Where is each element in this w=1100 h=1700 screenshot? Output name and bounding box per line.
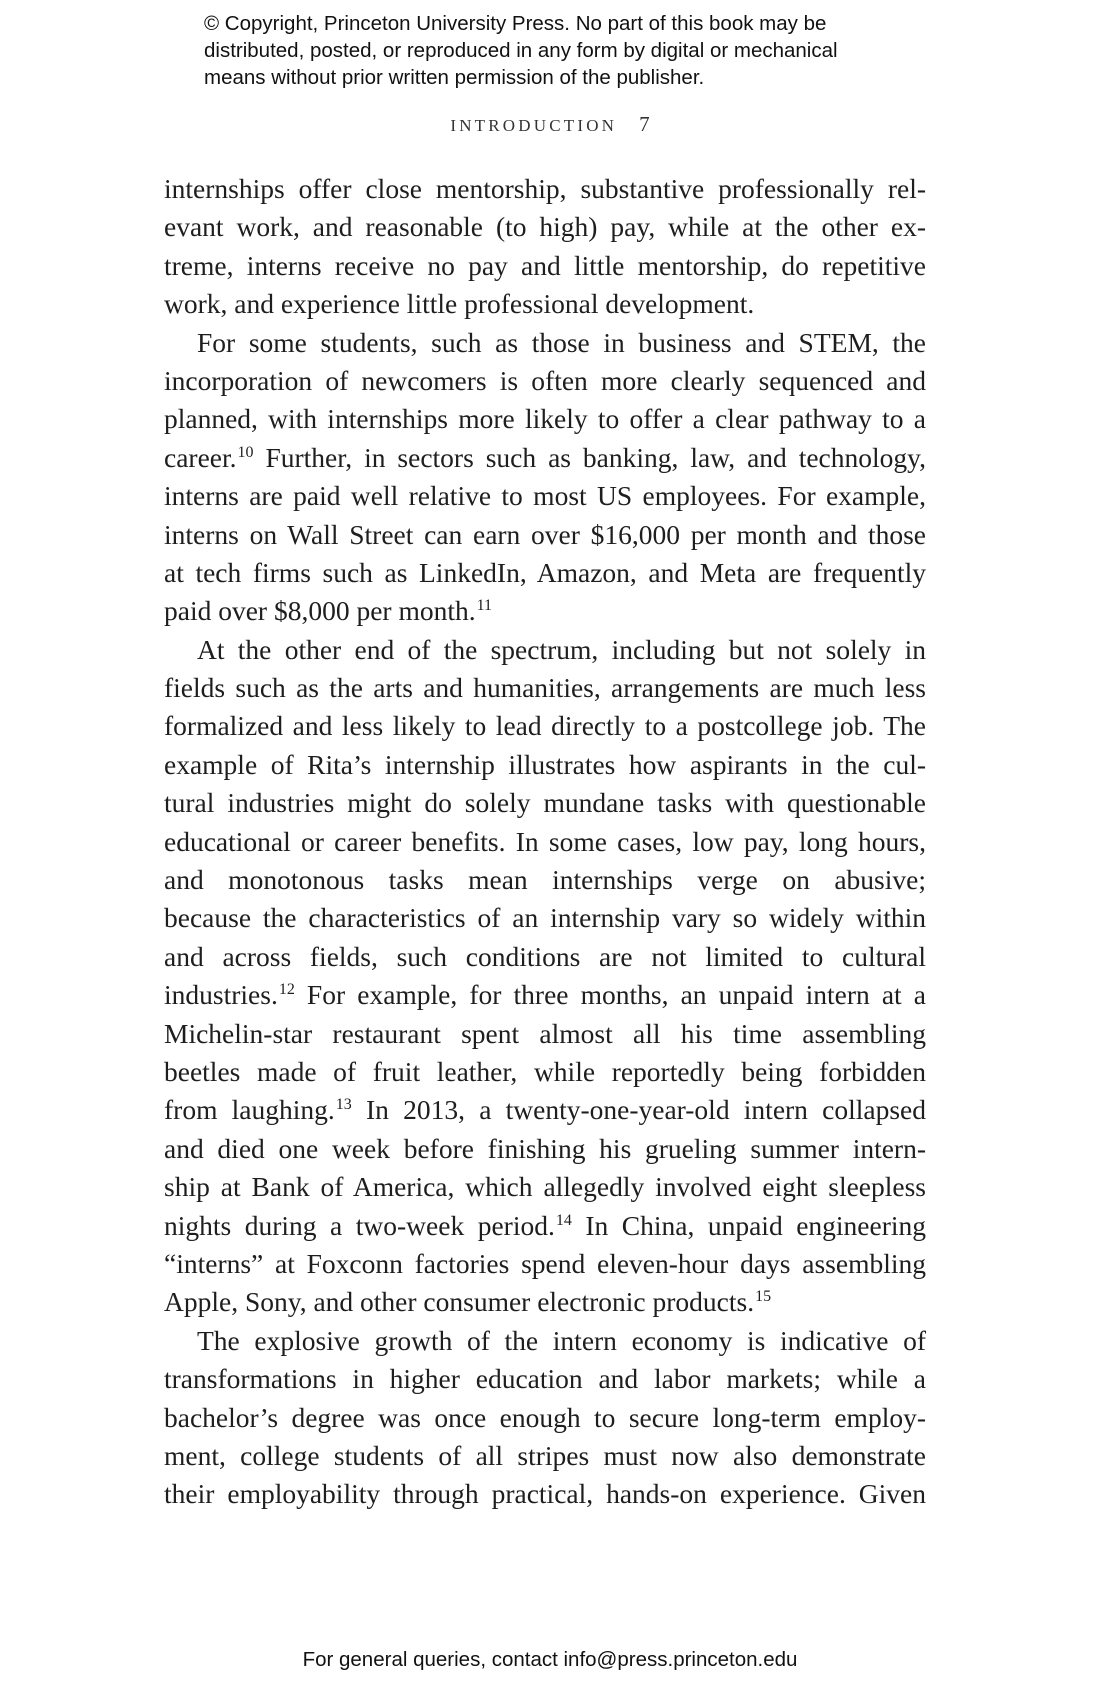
line-text: In China, unpaid engineering: [571, 1209, 927, 1241]
body-line: [164, 1168, 926, 1206]
line-text: Further, in sectors such as banking, law, and technology,: [253, 441, 926, 473]
line-text: ment, college students of all stripes must now also demonstrate: [164, 1439, 926, 1471]
line-text: interns on Wall Street can earn over $16,000 per month and those: [164, 518, 926, 550]
line-text: work, and experience little professional development.: [164, 288, 755, 320]
line-text: The explosive growth of the intern economy is indicative of: [197, 1324, 926, 1356]
line-text: from laughing.: [164, 1094, 335, 1126]
body-line: [164, 554, 926, 592]
line-text: and across fields, such conditions are not limited to cultural: [164, 940, 926, 972]
line-text: their employability through practical, hands-on experience. Given: [164, 1478, 926, 1510]
body-line: [164, 899, 926, 937]
line-text: In 2013, a twenty-one-year-old intern collapsed: [351, 1094, 926, 1126]
chapter-title: INTRODUCTION: [450, 116, 618, 135]
line-text: formalized and less likely to lead directly to a postcollege job. The: [164, 710, 926, 742]
contact-footer: For general queries, contact info@press.princeton.edu: [302, 1648, 798, 1671]
footnote-reference[interactable]: 13: [335, 1096, 352, 1114]
copyright-notice-line: © Copyright, Princeton University Press. No part of this book may be: [204, 12, 827, 35]
body-line: [164, 823, 926, 861]
line-text: evant work, and reasonable (to high) pay, while at the other ex-: [164, 211, 926, 243]
body-line: [164, 1283, 926, 1321]
body-line: [164, 400, 926, 438]
body-line: [164, 861, 926, 899]
line-text: because the characteristics of an internship vary so widely within: [164, 902, 926, 934]
body-line: [164, 1475, 926, 1513]
line-text: Apple, Sony, and other consumer electronic products.: [164, 1286, 755, 1318]
line-text: educational or career benefits. In some cases, low pay, long hours,: [164, 825, 926, 857]
body-line: [164, 362, 926, 400]
line-text: At the other end of the spectrum, including but not solely in: [197, 633, 926, 665]
line-text: example of Rita’s internship illustrates how aspirants in the cul-: [164, 748, 926, 780]
line-text: career.: [164, 441, 237, 473]
footnote-reference[interactable]: 10: [237, 443, 254, 461]
body-line: [164, 1437, 926, 1475]
body-line: [164, 1130, 926, 1168]
paragraph-first-line: [164, 631, 926, 669]
body-line: [164, 746, 926, 784]
line-text: internships offer close mentorship, substantive professionally rel-: [164, 173, 926, 204]
running-head: [0, 112, 1100, 137]
footnote-reference[interactable]: 12: [278, 981, 295, 999]
body-line: [164, 669, 926, 707]
line-text: and monotonous tasks mean internships verge on abusive;: [164, 864, 926, 896]
line-text: and died one week before finishing his grueling summer intern-: [164, 1132, 926, 1164]
body-line: [164, 707, 926, 745]
paragraph-first-line: [164, 1322, 926, 1360]
copyright-notice-line: distributed, posted, or reproduced in any form by digital or mechanical: [204, 39, 838, 62]
copyright-notice: [204, 10, 924, 91]
footnote-reference[interactable]: 11: [476, 597, 493, 615]
body-text: [164, 170, 926, 1514]
line-text: beetles made of fruit leather, while reportedly being forbidden: [164, 1055, 926, 1087]
line-text: tural industries might do solely mundane tasks with questionable: [164, 787, 926, 819]
body-line: [164, 938, 926, 976]
body-line: [164, 1207, 926, 1245]
body-line: [164, 439, 926, 477]
line-text: ship at Bank of America, which allegedly involved eight sleepless: [164, 1171, 926, 1203]
footnote-reference[interactable]: 15: [755, 1288, 772, 1306]
body-line: [164, 285, 926, 323]
body-line: [164, 1360, 926, 1398]
copyright-notice-line: means without prior written permission of the publisher.: [204, 66, 705, 89]
body-line: [164, 1053, 926, 1091]
line-text: fields such as the arts and humanities, arrangements are much less: [164, 672, 926, 704]
line-text: bachelor’s degree was once enough to secure long-term employ-: [164, 1401, 926, 1433]
body-line: [164, 208, 926, 246]
body-line: [164, 1091, 926, 1129]
page-number: 7: [639, 112, 650, 136]
line-text: planned, with internships more likely to offer a clear pathway to a: [164, 403, 926, 435]
body-line: [164, 247, 926, 285]
line-text: Michelin-star restaurant spent almost all his time assembling: [164, 1017, 926, 1049]
body-line: [164, 976, 926, 1014]
footnote-reference[interactable]: 14: [555, 1211, 572, 1229]
body-line: [164, 784, 926, 822]
line-text: industries.: [164, 979, 278, 1011]
body-line: [164, 1245, 926, 1283]
line-text: “interns” at Foxconn factories spend eleven-hour days assembling: [164, 1247, 926, 1279]
body-line: [164, 170, 926, 208]
body-line: [164, 477, 926, 515]
body-line: [164, 1015, 926, 1053]
body-line: [164, 516, 926, 554]
line-text: For some students, such as those in business and STEM, the: [197, 326, 926, 358]
line-text: incorporation of newcomers is often more clearly sequenced and: [164, 364, 926, 396]
body-line: [164, 592, 926, 630]
line-text: at tech firms such as LinkedIn, Amazon, and Meta are frequently: [164, 556, 926, 588]
line-text: nights during a two-week period.: [164, 1209, 555, 1241]
line-text: transformations in higher education and labor markets; while a: [164, 1363, 926, 1395]
line-text: For example, for three months, an unpaid intern at a: [294, 979, 926, 1011]
paragraph-first-line: [164, 324, 926, 362]
body-line: [164, 1399, 926, 1437]
line-text: treme, interns receive no pay and little mentorship, do repetitive: [164, 249, 926, 281]
line-text: paid over $8,000 per month.: [164, 595, 476, 627]
line-text: interns are paid well relative to most US employees. For example,: [164, 480, 926, 512]
